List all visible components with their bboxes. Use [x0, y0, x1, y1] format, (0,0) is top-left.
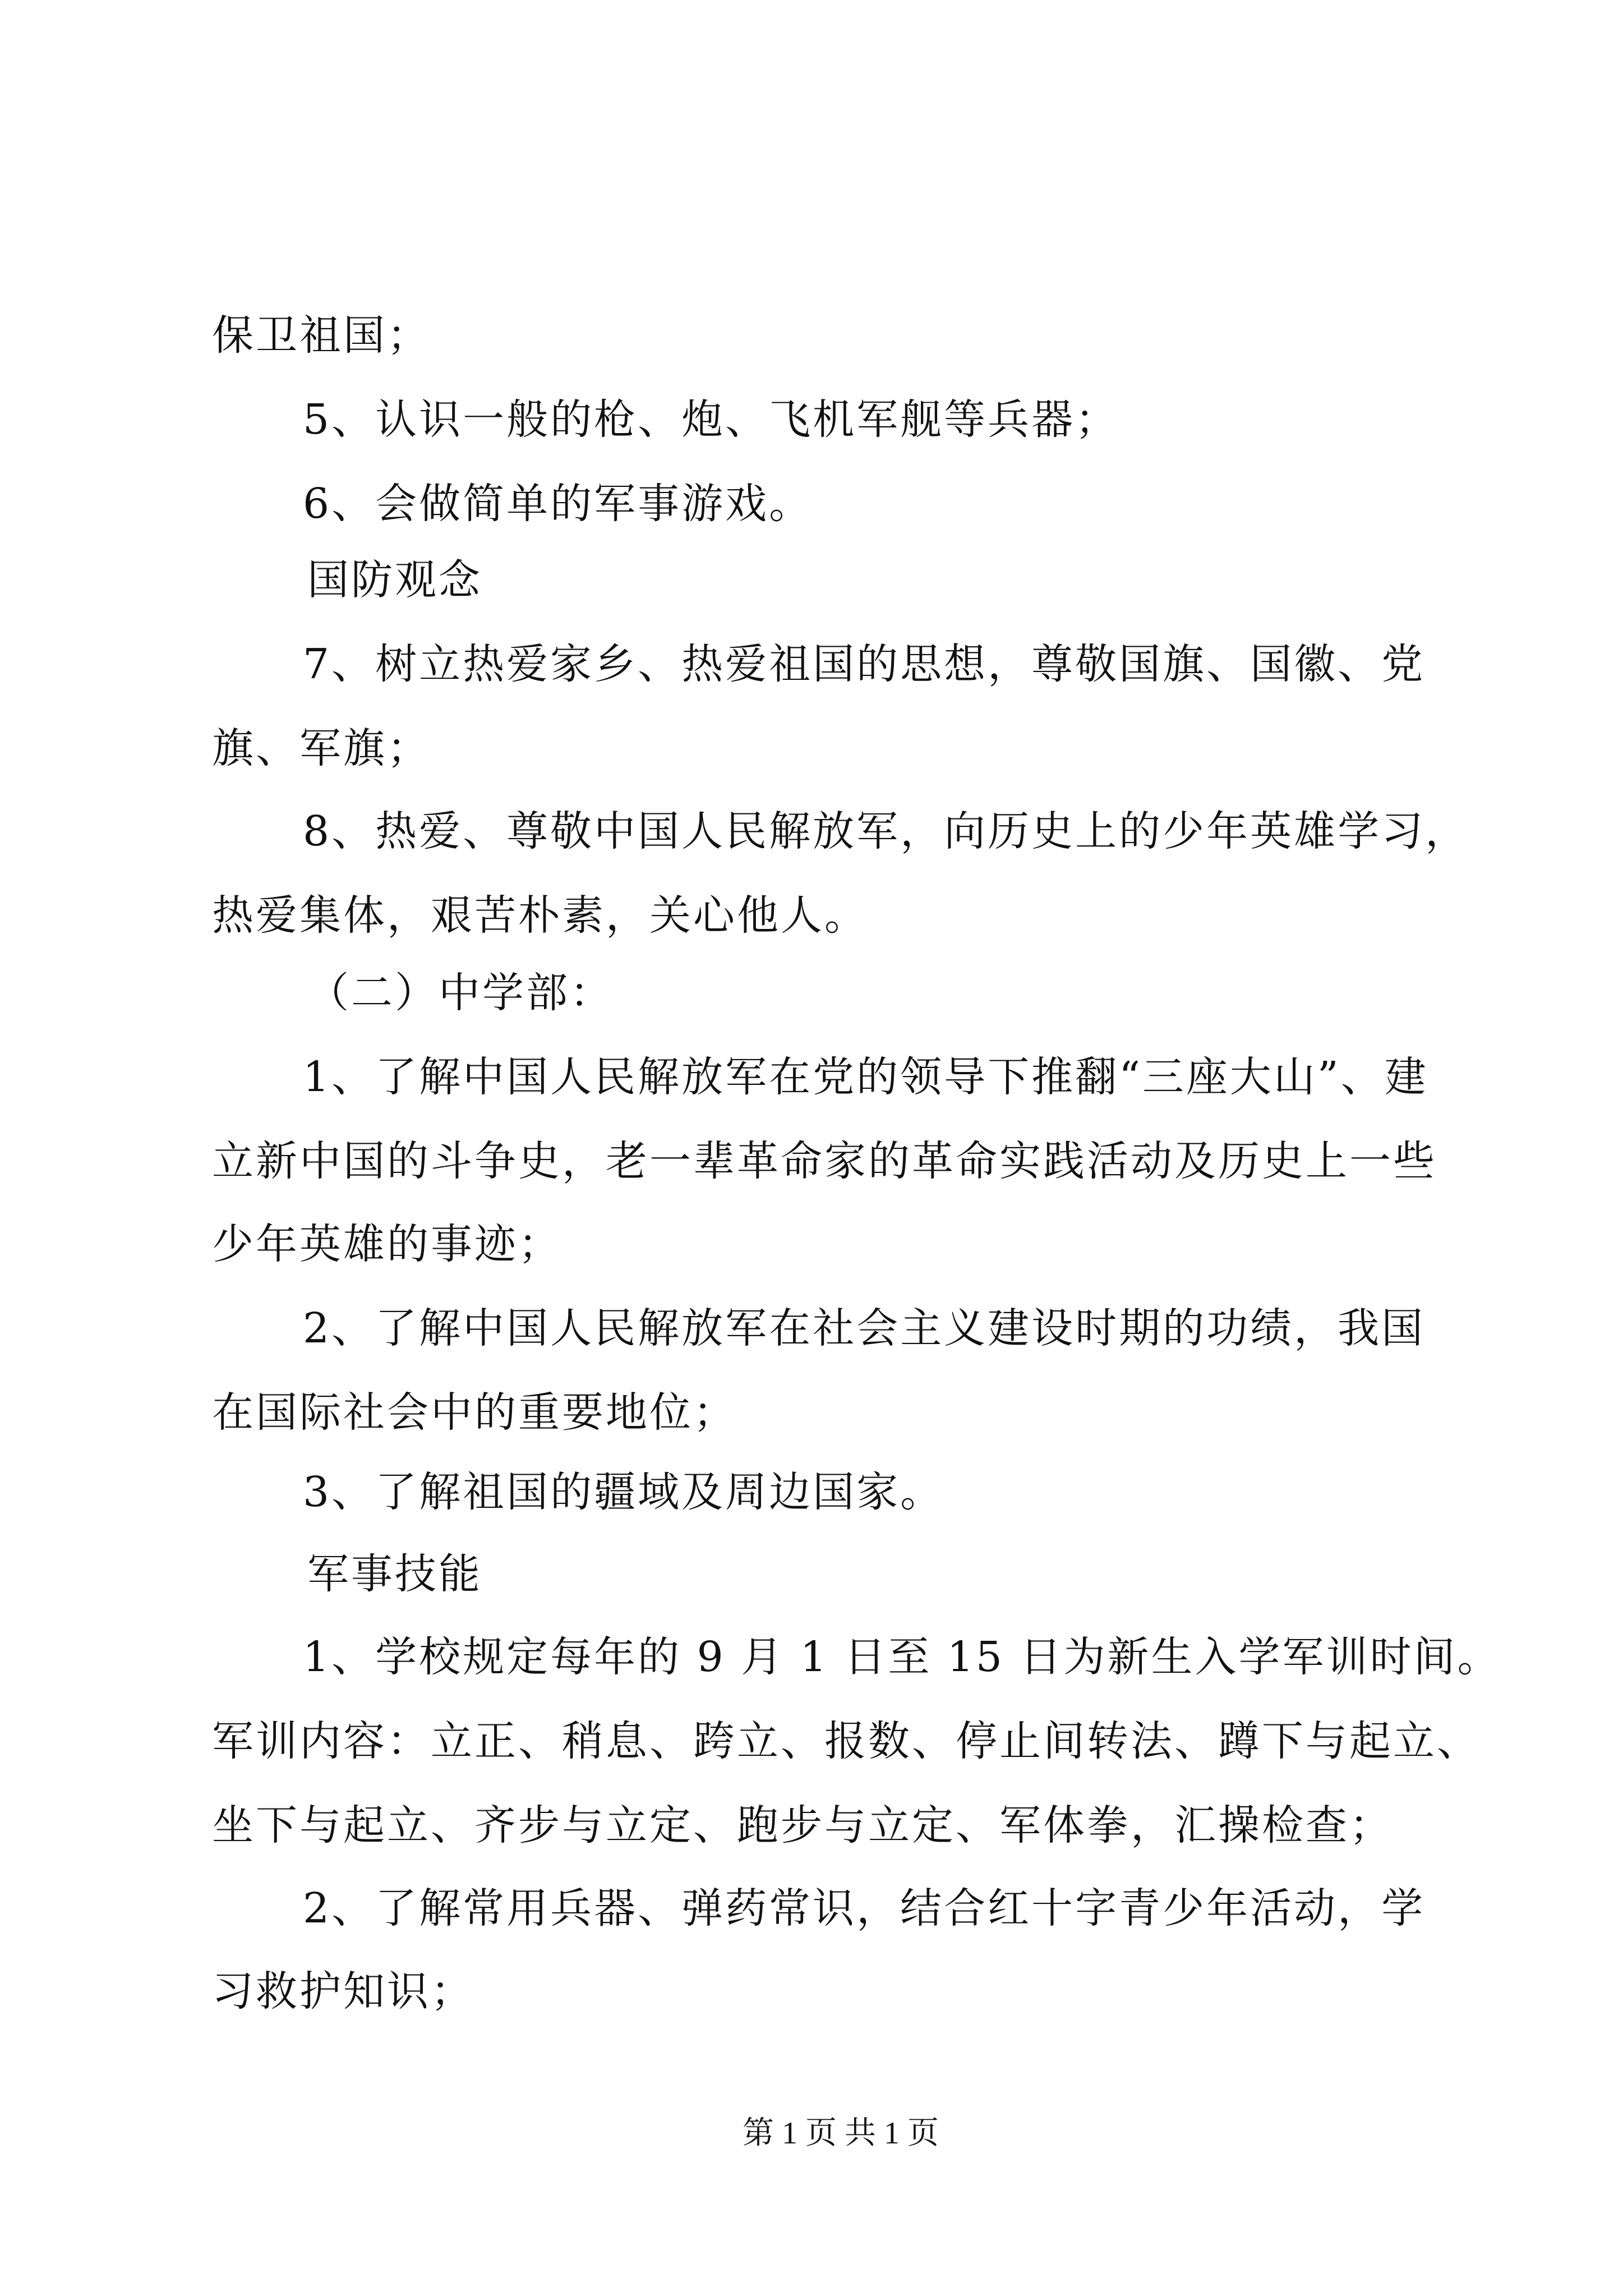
text-line: 1、了解中国人民解放军在党的领导下推翻“三座大山”、建 — [303, 1053, 1428, 1101]
text-line: 保卫祖国； — [212, 311, 431, 360]
text-line: 立新中国的斗争史，老一辈革命家的革命实践活动及历史上一些 — [212, 1137, 1437, 1185]
text-line: 6、会做简单的军事游戏。 — [303, 480, 813, 528]
text-line: 2、了解中国人民解放军在社会主义建设时期的功绩，我国 — [303, 1304, 1426, 1352]
page-footer: 第 1 页 共 1 页 — [743, 2116, 939, 2151]
text-line: 旗、军旗； — [212, 724, 431, 772]
text-line: 在国际社会中的重要地位； — [212, 1388, 737, 1437]
section-heading: 军事技能 — [307, 1550, 482, 1598]
text-line: 军训内容：立正、稍息、跨立、报数、停止间转法、蹲下与起立、 — [212, 1717, 1481, 1765]
text-line: 坐下与起立、齐步与立定、跑步与立定、军体拳，汇操检查； — [212, 1801, 1393, 1849]
text-line: 1、学校规定每年的 9 月 1 日至 15 日为新生入学军训时间。 — [303, 1633, 1501, 1681]
text-line: 少年英雄的事迹； — [212, 1220, 562, 1268]
text-line: 习救护知识； — [212, 1967, 474, 2016]
section-heading: （二）中学部： — [307, 969, 614, 1017]
section-heading: 国防观念 — [307, 556, 482, 604]
text-line: 5、认识一般的枪、炮、飞机军舰等兵器； — [303, 395, 1119, 444]
text-line: 3、了解祖国的疆域及周边国家。 — [303, 1468, 944, 1516]
text-line: 7、树立热爱家乡、热爱祖国的思想，尊敬国旗、国徽、党 — [303, 640, 1426, 688]
text-line: 8、热爱、尊敬中国人民解放军，向历史上的少年英雄学习， — [303, 807, 1469, 855]
text-line: 热爱集体，艰苦朴素，关心他人。 — [212, 891, 868, 940]
text-line: 2、了解常用兵器、弹药常识，结合红十字青少年活动，学 — [303, 1884, 1426, 1932]
